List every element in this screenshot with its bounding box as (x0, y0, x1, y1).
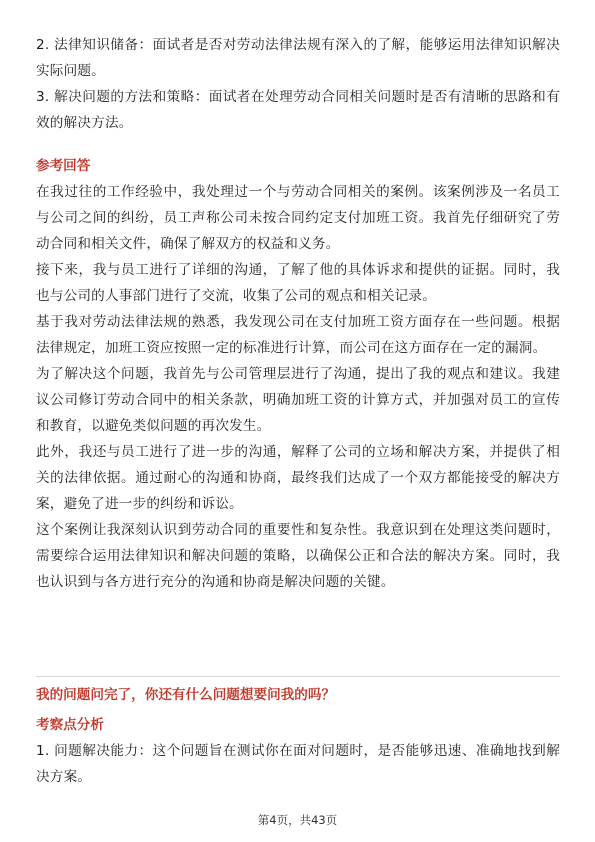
intro-list (36, 32, 560, 136)
analysis-item: 1. 问题解决能力：这个问题旨在测试你在面对问题时，是否能够迅速、准确地找到解决方案。 (36, 743, 560, 785)
page-footer: 第4页，共43页 (257, 813, 338, 827)
analysis-section (36, 712, 560, 790)
answer-paragraph: 此外，我还与员工进行了进一步的沟通，解释了公司的立场和解决方案，并提供了相关的法律依据。通过耐心的沟通和协商，最终我们达成了一个双方都能接受的解决方案，避免了进一步的纠纷和诉讼。 (36, 444, 560, 512)
analysis-heading: 考察点分析 (36, 717, 104, 733)
answer-paragraph: 接下来，我与员工进行了详细的沟通，了解了他的具体诉求和提供的证据。同时，我也与公司的人事部门进行了交流，收集了公司的观点和相关记录。 (36, 262, 560, 304)
intro-item: 3. 解决问题的方法和策略：面试者在处理劳动合同相关问题时是否有清晰的思路和有效的解决方法。 (36, 89, 560, 131)
section-divider (36, 676, 560, 677)
reference-answer-section (36, 153, 560, 595)
answer-paragraph: 为了解决这个问题，我首先与公司管理层进行了沟通，提出了我的观点和建议。我建议公司修订劳动合同中的相关条款，明确加班工资的计算方式，并加强对员工的宣传和教育，以避免类似问题的再次发生。 (36, 366, 560, 434)
question-section (36, 682, 560, 708)
answer-paragraph: 基于我对劳动法律法规的熟悉，我发现公司在支付加班工资方面存在一些问题。根据法律规定，加班工资应按照一定的标准进行计算，而公司在这方面存在一定的漏洞。 (36, 314, 560, 356)
intro-item: 2. 法律知识储备：面试者是否对劳动法律法规有深入的了解，能够运用法律知识解决实际问题。 (36, 37, 560, 79)
reference-answer-heading: 参考回答 (36, 158, 91, 174)
question-heading: 我的问题问完了，你还有什么问题想要问我的吗？ (36, 687, 336, 703)
answer-paragraph: 这个案例让我深刻认识到劳动合同的重要性和复杂性。我意识到在处理这类问题时，需要综合运用法律知识和解决问题的策略，以确保公正和合法的解决方案。同时，我也认识到与各方进行充分的沟通和协商是解决问题的关键。 (36, 522, 560, 590)
answer-paragraph: 在我过往的工作经验中，我处理过一个与劳动合同相关的案例。该案例涉及一名员工与公司之间的纠纷，员工声称公司未按合同约定支付加班工资。我首先仔细研究了劳动合同和相关文件，确保了解双方的权益和义务。 (36, 184, 560, 252)
